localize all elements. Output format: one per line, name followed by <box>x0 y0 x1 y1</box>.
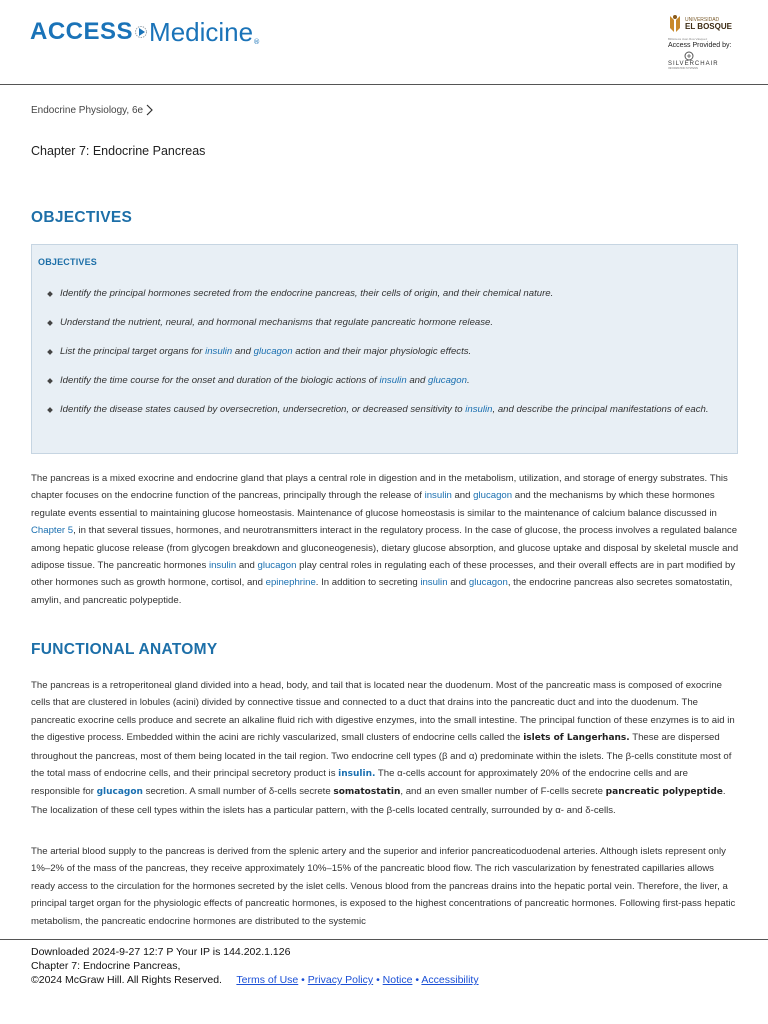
paragraph-text: The pancreas is a mixed exocrine and endocrine gland that plays a central role in digestion and in the metabolism, utilization, and storage of energy substrates. This chapter focuses on the endocrine function of the pancreas, principally through the release of <box>31 473 728 502</box>
objectives-box-label: OBJECTIVES <box>38 257 98 267</box>
footer-links-row <box>31 974 479 986</box>
uni-library-text: Biblioteca Juan Roa Vásquez <box>668 37 708 41</box>
chapter-title: Chapter 7: Endocrine Pancreas <box>31 144 206 158</box>
objective-text: Understand the nutrient, neural, and hormonal mechanisms that regulate pancreatic hormone release. <box>60 317 494 328</box>
accessmedicine-logo[interactable] <box>30 12 260 52</box>
objective-bullet-icon <box>47 291 53 297</box>
chevron-right-icon <box>145 104 153 116</box>
insulin-link[interactable]: insulin <box>205 346 233 357</box>
privacy-policy-link[interactable]: Privacy Policy <box>307 974 374 986</box>
logo-medicine-text: Medicine <box>149 16 254 47</box>
uni-name-text: EL BOSQUE <box>685 21 732 31</box>
paragraph-text: and <box>447 577 469 589</box>
insulin-link[interactable]: insulin <box>465 404 493 415</box>
glucagon-link[interactable]: glucagon <box>257 560 297 572</box>
breadcrumb-book-link[interactable]: Endocrine Physiology, 6e <box>31 104 144 116</box>
paragraph-text: and the mechanisms by which these hormones regulate events essential to maintaining glucose homeostasis. Maintenance of glucose homeostasis is similar to the maintenance of calcium balance discussed in <box>31 490 717 519</box>
objective-item <box>46 343 716 360</box>
glucagon-link[interactable]: glucagon <box>473 490 513 502</box>
objective-bullet-icon <box>47 349 53 355</box>
glucagon-link[interactable]: glucagon <box>253 346 293 357</box>
intro-paragraph <box>31 470 739 609</box>
footer-copyright: ©2024 McGraw Hill. All Rights Reserved. <box>31 974 222 986</box>
functional-anatomy-heading: FUNCTIONAL ANATOMY <box>31 641 218 658</box>
functional-anatomy-paragraph <box>31 677 739 819</box>
paragraph-text: The α-cells account for approximately 20% of the endocrine cells and are responsible for <box>31 768 688 798</box>
accessibility-link[interactable]: Accessibility <box>421 974 479 986</box>
footer-separator: • <box>415 974 420 986</box>
objective-text: . <box>466 375 470 386</box>
download-footer <box>0 939 768 1024</box>
objectives-heading: OBJECTIVES <box>31 209 133 226</box>
logo-registered-mark: ® <box>253 38 261 46</box>
logo-access-text: ACCESS <box>30 18 134 45</box>
epinephrine-link[interactable]: epinephrine <box>265 577 316 589</box>
objective-bullet-icon <box>47 407 53 413</box>
access-provided-by-label: Access Provided by: <box>668 42 732 49</box>
site-header <box>0 0 768 85</box>
objective-text: and <box>232 346 254 357</box>
objective-text: action and their major physiologic effects. <box>292 346 472 357</box>
universidad-el-bosque-logo <box>668 14 760 34</box>
glucagon-link[interactable]: glucagon <box>468 577 508 589</box>
accessmedicine-logo-mark <box>135 25 147 39</box>
objective-bullet-icon <box>47 320 53 326</box>
blood-supply-paragraph: The arterial blood supply to the pancreas is derived from the splenic artery and the superior and inferior pancreaticoduodenal arteries. Although islets represent only 1%–2% of the mass of the pancreas, they receive approximately 10%–15% of the pancreatic blood flow. The rich vascularization by fenestrated capillaries allows ready access to the circulation for the hormones secreted by the islet cells. Venous blood from the pancreas drains into the hepatic portal vein. Therefore, the liver, a principal target organ for the physiologic effects of pancreatic hormones, is exposed to the highest concentrations of pancreatic hormones. Following first-pass hepatic metabolism, the pancreatic endocrine hormones are distributed to the systemic <box>31 846 736 927</box>
objective-text: Identify the principal hormones secreted from the endocrine pancreas, their cells of origin, and their chemical nature. <box>60 288 554 299</box>
paragraph-text: These are dispersed throughout the pancreas, most of them being located in the tail region. Two endocrine cell types (β and α) predominate within the islets. The β-cells constitute most of the total mass of endocrine cells, and their principal secretory product is <box>31 732 732 780</box>
glucagon-link[interactable]: glucagon <box>428 375 467 386</box>
paragraph-text: . In addition to secreting <box>315 577 421 589</box>
glucagon-term-link[interactable]: glucagon <box>96 787 143 798</box>
silverchair-tagline: INFORMATION SYSTEMS <box>668 67 698 70</box>
silverchair-logo-mark <box>684 51 694 61</box>
paragraph-text: and <box>451 490 474 502</box>
objective-text: and <box>406 375 428 386</box>
silverchair-logo <box>668 51 760 70</box>
uni-small-text: UNIVERSIDAD <box>685 16 720 23</box>
objective-text: Identify the disease states caused by oversecretion, undersecretion, or decreased sensitivity to <box>60 404 466 415</box>
footer-separator: • <box>301 974 305 986</box>
universidad-el-bosque-crest <box>668 14 682 34</box>
objective-text: Identify the time course for the onset and duration of the biologic actions of <box>60 375 380 386</box>
objective-text: List the principal target organs for <box>60 346 206 357</box>
paragraph-text: . The localization of these cell types within the islets has a particular pattern, with the β-cells located centrally, surrounded by α- and δ-cells. <box>31 786 726 816</box>
chapter-5-link[interactable]: Chapter 5 <box>31 525 74 537</box>
footer-separator: • <box>376 974 380 986</box>
insulin-link[interactable]: insulin <box>379 375 407 386</box>
terms-of-use-link[interactable]: Terms of Use <box>236 974 299 986</box>
paragraph-text: The pancreas is a retroperitoneal gland divided into a head, body, and tail that is located near the duodenum. Most of the pancreatic mass is composed of exocrine cells that are clustered in lobules (acini) divided by connective tissue and connected to a duct that drains into the pancreatic duct and into the duodenum. The pancreatic exocrine cells produce and secrete an alkaline fluid rich with digestive enzymes, into the small intestine. The principal function of these enzymes is to aid in the digestive process. Embedded within the acini are richly vascularized, small clusters of endocrine cells called the <box>31 680 735 744</box>
footer-chapter: Chapter 7: Endocrine Pancreas, <box>31 960 181 972</box>
insulin-link[interactable]: insulin <box>420 577 448 589</box>
objective-text: , and describe the principal manifestations of each. <box>492 404 709 415</box>
paragraph-text: , the endocrine pancreas also secretes somatostatin, amylin, and pancreatic polypeptide. <box>31 577 733 606</box>
pancreatic-polypeptide-term: pancreatic polypeptide <box>605 787 723 798</box>
insulin-link[interactable]: insulin <box>208 560 237 572</box>
silverchair-name: SILVERCHAIR <box>668 61 719 67</box>
footer-download-info: Downloaded 2024-9-27 12:7 P Your IP is 144.202.1.126 <box>31 946 291 958</box>
paragraph-text: play central roles in regulating each of these processes, and their overall effects are in part modified by other hormones such as growth hormone, cortisol, and <box>31 560 736 589</box>
objectives-box <box>31 244 738 454</box>
paragraph-text: , in that several tissues, hormones, and neurotransmitters interact in the regulatory process. In the case of glucose, the process involves a regulated balance among hepatic glucose release (from glycogen breakdown and gluconeogenesis), dietary glucose absorption, and glucose uptake and disposal by skeletal muscle and adipose tissue. The pancreatic hormones <box>31 525 739 572</box>
somatostatin-term: somatostatin <box>333 787 401 798</box>
objective-item <box>46 314 716 331</box>
paragraph-text: secretion. A small number of δ-cells secrete <box>142 786 334 798</box>
access-provider-block <box>668 14 760 70</box>
objective-item <box>46 285 716 302</box>
paragraph-text: and <box>236 560 258 572</box>
breadcrumb <box>31 104 153 116</box>
paragraph-text: , and an even smaller number of F-cells secrete <box>400 786 606 798</box>
objectives-list <box>46 285 716 430</box>
objective-bullet-icon <box>47 378 53 384</box>
objective-item <box>46 372 716 389</box>
insulin-term-link[interactable]: insulin. <box>338 769 376 780</box>
insulin-link[interactable]: insulin <box>424 490 452 502</box>
notice-link[interactable]: Notice <box>382 974 413 986</box>
objective-item <box>46 401 716 418</box>
islets-term: islets of Langerhans. <box>523 733 630 744</box>
